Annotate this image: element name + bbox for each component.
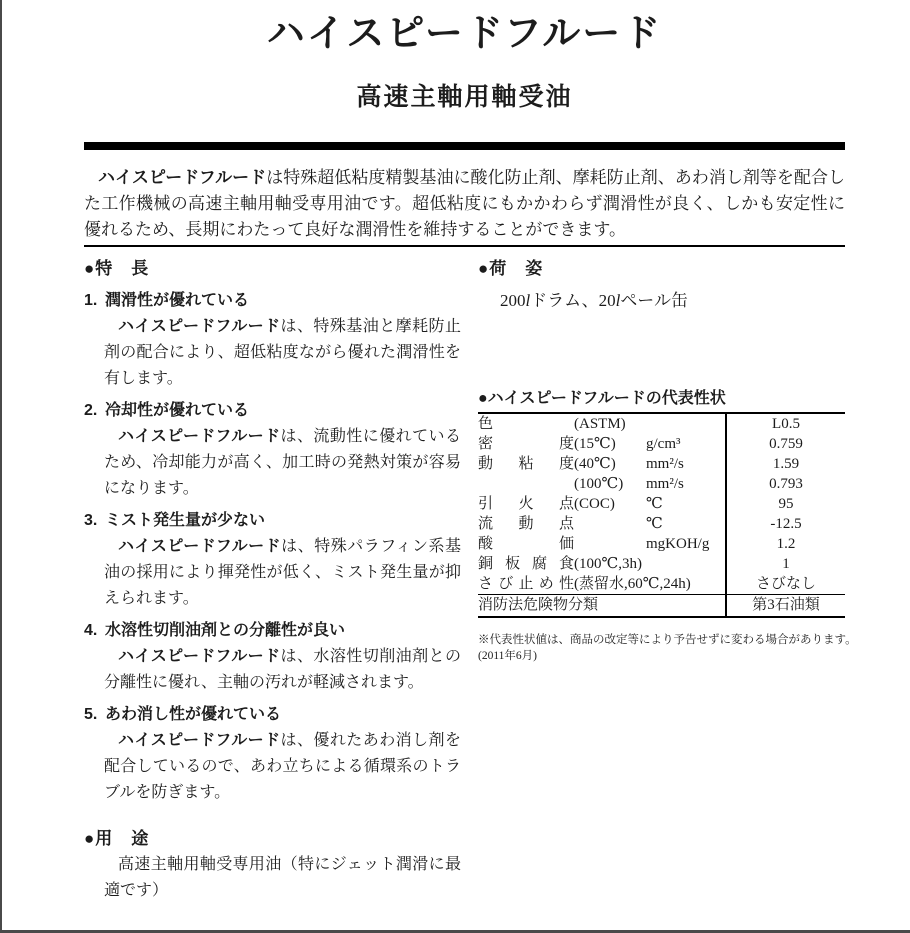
feature-item-2 — [84, 398, 461, 502]
property-value: 0.793 — [726, 474, 845, 494]
feature-item-4 — [84, 618, 461, 696]
property-value: L0.5 — [726, 413, 845, 434]
properties-table — [478, 412, 845, 618]
property-condition: (40℃) — [574, 456, 616, 472]
table-row — [478, 494, 845, 514]
property-unit: mm²/s — [646, 476, 684, 492]
feature-body — [104, 644, 461, 696]
property-name: 酸価 — [478, 536, 574, 552]
feature-title: 水溶性切削油剤との分離性が良い — [105, 622, 346, 639]
classification-value: 第3石油類 — [726, 595, 845, 618]
table-row — [478, 574, 845, 595]
feature-text: は、特殊パラフィン系基油の採用により揮発性が低く、ミスト発生量が抑えられます。 — [104, 538, 461, 607]
property-condition — [574, 514, 646, 534]
divider-bar — [84, 142, 845, 150]
feature-body — [104, 534, 461, 612]
property-unit: mgKOH/g — [646, 536, 710, 552]
property-value: 1.59 — [726, 454, 845, 474]
features-heading: ●特 長 — [84, 259, 150, 278]
property-value: 1 — [726, 554, 845, 574]
document-page — [84, 0, 857, 904]
feature-number: 4. — [84, 622, 98, 639]
property-unit — [646, 413, 726, 434]
table-row — [478, 474, 845, 494]
page-subtitle: 高速主軸用軸受油 — [356, 83, 573, 111]
feature-body — [104, 424, 461, 502]
property-value: 0.759 — [726, 434, 845, 454]
intro-text: は特殊超低粘度精製基油に酸化防止剤、摩耗防止剤、あわ消し剤等を配合した工作機械の高速主軸用軸受専用油です。超低粘度にもかかわらず潤滑性が良く、しかも安定性に優れるため、長期にわたって良好な潤滑性を維持することができます。 — [84, 168, 845, 239]
liter-symbol: l — [615, 291, 621, 310]
feature-title-line — [84, 702, 461, 728]
property-unit: ℃ — [646, 496, 663, 512]
usage-text: 高速主軸用軸受専用油（特にジェット潤滑に最適です） — [104, 856, 461, 899]
table-row — [478, 434, 845, 454]
classification-name: 消防法危険物分類 — [478, 595, 726, 618]
table-row — [478, 454, 845, 474]
feature-number: 3. — [84, 512, 98, 529]
packaging-text — [500, 288, 845, 314]
property-name: 引火点 — [478, 496, 574, 512]
feature-product-name: ハイスピードフルード — [118, 648, 281, 665]
property-name: 動粘度 — [478, 456, 574, 472]
property-name: 銅板腐食 — [478, 556, 574, 572]
packaging-volume: 200 — [500, 291, 526, 310]
feature-title-line — [84, 618, 461, 644]
property-value: 1.2 — [726, 534, 845, 554]
feature-product-name: ハイスピードフルード — [118, 428, 281, 445]
footnote: ※代表性状値は、商品の改定等により予告せずに変わる場合があります。 — [478, 634, 857, 646]
feature-title: 潤滑性が優れている — [105, 292, 250, 309]
specs-column — [478, 256, 857, 904]
property-condition: (100℃,3h) — [574, 556, 643, 572]
intro-paragraph — [84, 165, 845, 243]
features-column — [84, 256, 461, 904]
feature-title-line — [84, 508, 461, 534]
property-name: 流動点 — [478, 516, 574, 532]
feature-product-name: ハイスピードフルード — [118, 318, 281, 335]
feature-text: は、特殊基油と摩耗防止剤の配合により、超低粘度ながら優れた潤滑性を有します。 — [104, 318, 461, 387]
feature-product-name: ハイスピードフルード — [118, 538, 282, 555]
footnote-date: (2011年6月) — [478, 650, 537, 662]
feature-number: 2. — [84, 402, 98, 419]
feature-title: 冷却性が優れている — [105, 402, 250, 419]
two-column-layout — [84, 256, 857, 904]
liter-symbol: l — [525, 291, 531, 310]
table-row — [478, 413, 845, 434]
properties-heading: ●ハイスピードフルードの代表性状 — [478, 390, 726, 407]
property-condition — [574, 534, 646, 554]
property-name — [478, 474, 574, 494]
property-name: さび止め性 — [478, 576, 574, 592]
property-name: 密度 — [478, 436, 574, 452]
property-condition: (100℃) — [574, 476, 624, 492]
property-condition: (ASTM) — [574, 416, 626, 432]
page-title: ハイスピードフルード — [266, 13, 663, 55]
property-unit: ℃ — [646, 516, 663, 532]
property-unit: g/cm³ — [646, 436, 681, 452]
feature-title-line — [84, 398, 461, 424]
property-unit: mm²/s — [646, 456, 684, 472]
feature-text: は、優れたあわ消し剤を配合しているので、あわ立ちによる循環系のトラブルを防ぎます。 — [104, 732, 461, 801]
feature-title-line — [84, 288, 461, 314]
feature-number: 1. — [84, 292, 98, 309]
feature-title: ミスト発生量が少ない — [105, 512, 266, 529]
feature-item-3 — [84, 508, 461, 612]
usage-section — [84, 826, 461, 904]
feature-title: あわ消し性が優れている — [105, 706, 282, 723]
feature-product-name: ハイスピードフルード — [118, 732, 281, 749]
packaging-container: ドラム、20 — [530, 291, 616, 310]
property-condition: (蒸留水,60℃,24h) — [574, 576, 691, 592]
feature-item-5 — [84, 702, 461, 806]
property-value: -12.5 — [726, 514, 845, 534]
property-condition: (15℃) — [574, 436, 616, 452]
property-value: さびなし — [726, 574, 845, 595]
scan-edge-left — [0, 0, 2, 933]
feature-number: 5. — [84, 706, 98, 723]
feature-body — [104, 728, 461, 806]
property-value: 95 — [726, 494, 845, 514]
feature-item-1 — [84, 288, 461, 392]
packaging-heading: ●荷 姿 — [478, 259, 544, 278]
intro-product-name: ハイスピードフルード — [98, 168, 267, 187]
usage-heading: ●用 途 — [84, 829, 150, 848]
table-row — [478, 534, 845, 554]
feature-text: は、水溶性切削油剤との分離性に優れ、主軸の汚れが軽減されます。 — [104, 648, 461, 691]
feature-body — [104, 314, 461, 392]
property-name: 色 — [478, 416, 494, 432]
table-row — [478, 514, 845, 534]
section-rule — [84, 245, 845, 247]
feature-text: は、流動性に優れているため、冷却能力が高く、加工時の発熱対策が容易になります。 — [104, 428, 461, 497]
property-condition: (COC) — [574, 496, 615, 512]
table-row — [478, 554, 845, 574]
classification-row — [478, 595, 845, 618]
packaging-container: ペール缶 — [620, 291, 688, 310]
